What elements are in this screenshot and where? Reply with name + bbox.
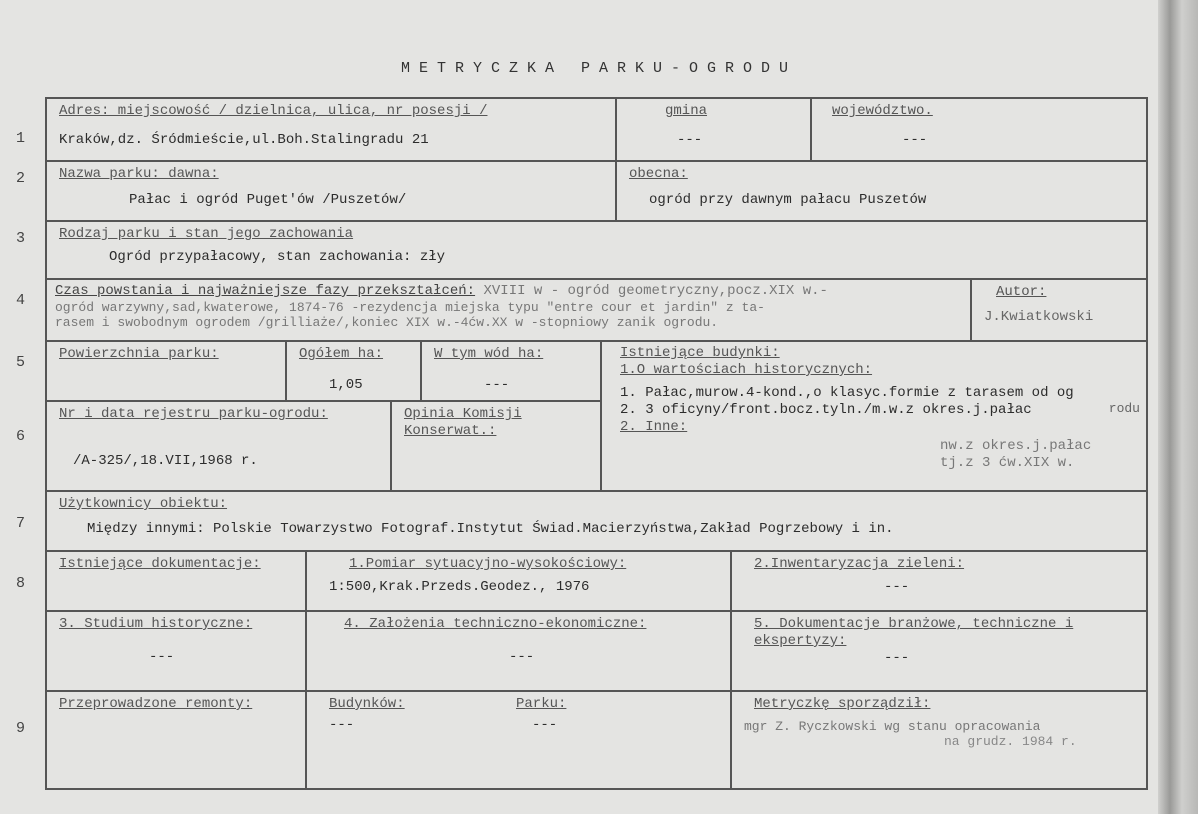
doc3-cell xyxy=(45,610,307,692)
users-cell xyxy=(45,490,1148,552)
doc3-value: --- xyxy=(149,649,175,665)
wojewodztwo-cell xyxy=(810,97,1148,162)
users-label: Użytkownicy obiektu: xyxy=(59,496,228,512)
doc4-value: --- xyxy=(509,649,535,665)
repairs-park-cell xyxy=(490,690,732,790)
prepared-cell xyxy=(730,690,1148,790)
buildings-other-label: 2. Inne: xyxy=(620,419,688,435)
repairs-label: Przeprowadzone remonty: xyxy=(59,696,253,712)
name-current-cell xyxy=(615,160,1148,222)
docs-cell xyxy=(45,550,307,612)
building-item-1: 1. Pałac,murow.4-kond.,o klasyc.formie z tarasem od og xyxy=(620,385,1074,401)
users-value: Między innymi: Polskie Towarzystwo Fotograf.Instytut Świad.Macierzyństwa,Zakład Pogrzebowy i in. xyxy=(87,521,894,537)
prepared-label: Metryczkę sporządził: xyxy=(754,696,931,712)
type-label: Rodzaj parku i stan jego zachowania xyxy=(59,226,354,242)
buildings-label: Istniejące budynki: xyxy=(620,345,780,361)
doc5-value: --- xyxy=(884,650,910,666)
type-cell xyxy=(45,220,1148,280)
buildings-historic-label: 1.O wartościach historycznych: xyxy=(620,362,873,378)
register-value: /A-325/,18.VII,1968 r. xyxy=(73,453,258,469)
repairs-cell xyxy=(45,690,307,790)
author-cell xyxy=(970,278,1148,342)
building-item-1-cont: rodu xyxy=(1108,401,1140,416)
row-number: 8 xyxy=(16,575,26,592)
name-current-value: ogród przy dawnym pałacu Puszetów xyxy=(649,192,927,208)
commission-label: Opinia Komisji Konserwat.: xyxy=(404,406,522,439)
doc1-value: 1:500,Krak.Przeds.Geodez., 1976 xyxy=(329,579,590,595)
gmina-label: gmina xyxy=(665,103,708,119)
repairs-buildings-value: --- xyxy=(329,717,355,733)
history-line-1 xyxy=(55,283,962,300)
author-label: Autor: xyxy=(996,284,1047,300)
history-text-1: XVIII w - ogród geometryczny,pocz.XIX w.- xyxy=(483,283,828,299)
doc1-label: 1.Pomiar sytuacyjno-wysokościowy: xyxy=(349,556,627,572)
doc4-cell xyxy=(305,610,732,692)
repairs-park-label: Parku: xyxy=(516,696,567,712)
area-label: Powierzchnia parku: xyxy=(59,346,219,362)
row-number: 1 xyxy=(16,130,26,147)
doc1-cell xyxy=(305,550,732,612)
buildings-cell xyxy=(600,340,1148,492)
history-line-2: ogród warzywny,sad,kwaterowe, 1874-76 -rezydencja miejska typu "entre cour et jardin" z ta- xyxy=(55,300,765,315)
name-old-cell xyxy=(45,160,617,222)
water-label: W tym wód ha: xyxy=(434,346,544,362)
prepared-line-2: na grudz. 1984 r. xyxy=(944,734,1077,749)
water-cell xyxy=(420,340,602,402)
repairs-park-value: --- xyxy=(532,717,558,733)
buildings-other-2: tj.z 3 ćw.XIX w. xyxy=(940,455,1075,471)
wojewodztwo-value: --- xyxy=(902,132,928,148)
total-value: 1,05 xyxy=(329,377,363,393)
doc5-label: 5. Dokumentacje branżowe, techniczne i ekspertyzy: xyxy=(754,616,1074,649)
page-title: METRYCZKA PARKU-OGRODU xyxy=(400,60,798,77)
water-value: --- xyxy=(484,377,510,393)
register-cell xyxy=(45,400,392,492)
doc2-label: 2.Inwentaryzacja zieleni: xyxy=(754,556,965,572)
history-cell xyxy=(45,278,972,342)
doc3-label: 3. Studium historyczne: xyxy=(59,616,253,632)
total-cell xyxy=(285,340,422,402)
wojewodztwo-label: województwo. xyxy=(832,103,933,119)
prepared-line-1: mgr Z. Ryczkowski wg stanu opracowania xyxy=(744,719,1041,734)
doc2-value: --- xyxy=(884,579,910,595)
address-label: Adres: miejscowość / dzielnica, ulica, nr posesji / xyxy=(59,103,488,119)
doc2-cell xyxy=(730,550,1148,612)
commission-cell xyxy=(390,400,602,492)
row-number: 7 xyxy=(16,515,26,532)
address-value: Kraków,dz. Śródmieście,ul.Boh.Stalingradu 21 xyxy=(59,132,429,148)
name-old-value: Pałac i ogród Puget'ów /Puszetów/ xyxy=(129,192,407,208)
name-current-label: obecna: xyxy=(629,166,688,182)
name-old-label: Nazwa parku: dawna: xyxy=(59,166,219,182)
address-cell xyxy=(45,97,617,162)
row-number: 5 xyxy=(16,354,26,371)
doc4-label: 4. Założenia techniczno-ekonomiczne: xyxy=(344,616,647,632)
author-value: J.Kwiatkowski xyxy=(984,309,1094,325)
scan-edge xyxy=(1158,0,1198,814)
total-label: Ogółem ha: xyxy=(299,346,384,362)
repairs-buildings-label: Budynków: xyxy=(329,696,405,712)
repairs-buildings-cell xyxy=(305,690,492,790)
gmina-value: --- xyxy=(677,132,703,148)
building-item-2: 2. 3 oficyny/front.bocz.tyln./m.w.z okres.j.pałac xyxy=(620,402,1032,418)
row-number: 3 xyxy=(16,230,26,247)
row-number: 4 xyxy=(16,292,26,309)
docs-label: Istniejące dokumentacje: xyxy=(59,556,261,572)
doc5-cell xyxy=(730,610,1148,692)
type-value: Ogród przypałacowy, stan zachowania: zły xyxy=(109,249,446,265)
register-label: Nr i data rejestru parku-ogrodu: xyxy=(59,406,328,422)
history-line-3: rasem i swobodnym ogrodem /grilliaże/,koniec XIX w.-4ćw.XX w -stopniowy zanik ogrodu. xyxy=(55,315,719,330)
buildings-other-1: nw.z okres.j.pałac xyxy=(940,438,1092,454)
history-label: Czas powstania i najważniejsze fazy przekształceń: xyxy=(55,283,476,299)
row-number: 6 xyxy=(16,428,26,445)
row-number: 9 xyxy=(16,720,26,737)
row-number: 2 xyxy=(16,170,26,187)
area-cell xyxy=(45,340,287,402)
gmina-cell xyxy=(615,97,812,162)
